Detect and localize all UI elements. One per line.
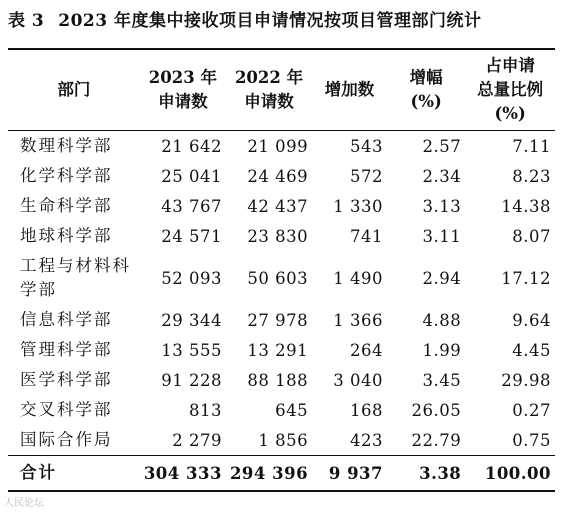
cell-2022: 294 396: [229, 463, 309, 483]
cell-department: 信息科学部: [20, 310, 113, 329]
header-line: 占申请: [485, 56, 535, 75]
cell-2023: 52 093: [161, 268, 222, 288]
cell-department: 医学科学部: [20, 370, 113, 389]
cell-2022: 21 099: [247, 136, 309, 156]
cell-increase: 741: [350, 226, 384, 246]
cell-growth: 2.57: [422, 136, 462, 156]
cell-increase: 1 366: [333, 310, 384, 330]
cell-share: 0.27: [512, 400, 551, 420]
cell-share: 7.11: [512, 136, 551, 156]
cell-2022: 24 469: [247, 166, 309, 186]
cell-share: 4.45: [512, 340, 551, 360]
header-line: 增加数: [324, 80, 375, 99]
cell-growth: 3.11: [422, 226, 462, 246]
table-title: 2023 年度集中接收项目申请情况按项目管理部门统计: [58, 11, 482, 31]
cell-increase: 1 330: [333, 196, 384, 216]
header-line: (%): [410, 92, 442, 111]
table-row: [8, 251, 555, 305]
cell-share: 9.64: [512, 310, 551, 330]
cell-increase: 572: [350, 166, 384, 186]
cell-2022: 27 978: [247, 310, 309, 330]
cell-department: 管理科学部: [20, 340, 113, 359]
cell-increase: 423: [350, 430, 384, 450]
cell-growth: 4.88: [422, 310, 462, 330]
cell-increase: 168: [350, 400, 384, 420]
cell-2023: 304 333: [143, 463, 222, 483]
header-line: 申请数: [158, 92, 208, 111]
table-row: [8, 395, 555, 425]
cell-growth: 22.79: [411, 430, 462, 450]
table-number: 表 3: [8, 11, 45, 31]
header-increase: [312, 49, 387, 131]
cell-growth: 3.45: [422, 370, 462, 390]
cell-department: 生命科学部: [20, 196, 113, 215]
cell-2023: 91 228: [161, 370, 222, 390]
cell-department: 交叉科学部: [20, 400, 113, 419]
header-line: 申请数: [244, 92, 294, 111]
statistics-table: [8, 48, 555, 492]
header-2022-applications: [226, 49, 312, 131]
cell-growth: 26.05: [411, 400, 462, 420]
cell-2023: 13 555: [161, 340, 222, 360]
cell-2022: 88 188: [247, 370, 309, 390]
cell-2022: 645: [275, 400, 309, 420]
cell-share: 0.75: [512, 430, 551, 450]
cell-2022: 1 856: [258, 430, 309, 450]
table-row: [8, 161, 555, 191]
header-line: (%): [494, 104, 526, 123]
cell-increase: 9 937: [328, 463, 384, 483]
cell-department: 工程与材料科学部: [20, 256, 131, 299]
cell-share: 100.00: [484, 463, 551, 483]
header-line: 2023 年: [148, 68, 217, 87]
cell-2023: 29 344: [161, 310, 222, 330]
table-row: [8, 191, 555, 221]
table-row: [8, 425, 555, 456]
table-row: [8, 131, 555, 162]
cell-2023: 21 642: [161, 136, 222, 156]
cell-share: 8.07: [512, 226, 551, 246]
cell-growth: 1.99: [422, 340, 462, 360]
cell-2022: 50 603: [247, 268, 309, 288]
cell-department: 化学科学部: [20, 166, 113, 185]
cell-share: 14.38: [501, 196, 551, 216]
cell-2023: 813: [188, 400, 222, 420]
cell-increase: 264: [350, 340, 384, 360]
cell-2022: 42 437: [247, 196, 309, 216]
cell-2023: 25 041: [161, 166, 222, 186]
header-2023-applications: [140, 49, 226, 131]
cell-increase: 543: [350, 136, 384, 156]
cell-department: 地球科学部: [20, 226, 113, 245]
header-row: [8, 49, 555, 131]
header-share: [465, 49, 555, 131]
table-row: [8, 305, 555, 335]
header-growth-rate: [387, 49, 465, 131]
table-caption: [8, 6, 558, 31]
cell-growth: 2.94: [422, 268, 462, 288]
cell-department: 合计: [20, 463, 57, 482]
table-row: [8, 335, 555, 365]
header-line: 总量比例: [477, 80, 544, 99]
total-row: [8, 456, 555, 492]
header-line: 部门: [57, 80, 91, 99]
table-row: [8, 365, 555, 395]
cell-growth: 2.34: [422, 166, 462, 186]
header-department: [8, 49, 140, 131]
header-line: 增幅: [409, 68, 443, 87]
cell-department: 国际合作局: [20, 430, 113, 449]
cell-growth: 3.38: [419, 463, 462, 483]
header-line: 2022 年: [234, 68, 304, 87]
cell-share: 17.12: [501, 268, 551, 288]
table-row: [8, 221, 555, 251]
cell-share: 29.98: [501, 370, 551, 390]
cell-2023: 43 767: [161, 196, 222, 216]
watermark: 人民论坛: [4, 498, 44, 509]
cell-share: 8.23: [512, 166, 551, 186]
cell-2022: 23 830: [247, 226, 309, 246]
cell-2023: 24 571: [161, 226, 222, 246]
cell-department: 数理科学部: [20, 136, 113, 155]
cell-2023: 2 279: [172, 430, 222, 450]
cell-increase: 1 490: [333, 268, 384, 288]
cell-2022: 13 291: [247, 340, 309, 360]
cell-growth: 3.13: [422, 196, 462, 216]
cell-increase: 3 040: [333, 370, 384, 390]
